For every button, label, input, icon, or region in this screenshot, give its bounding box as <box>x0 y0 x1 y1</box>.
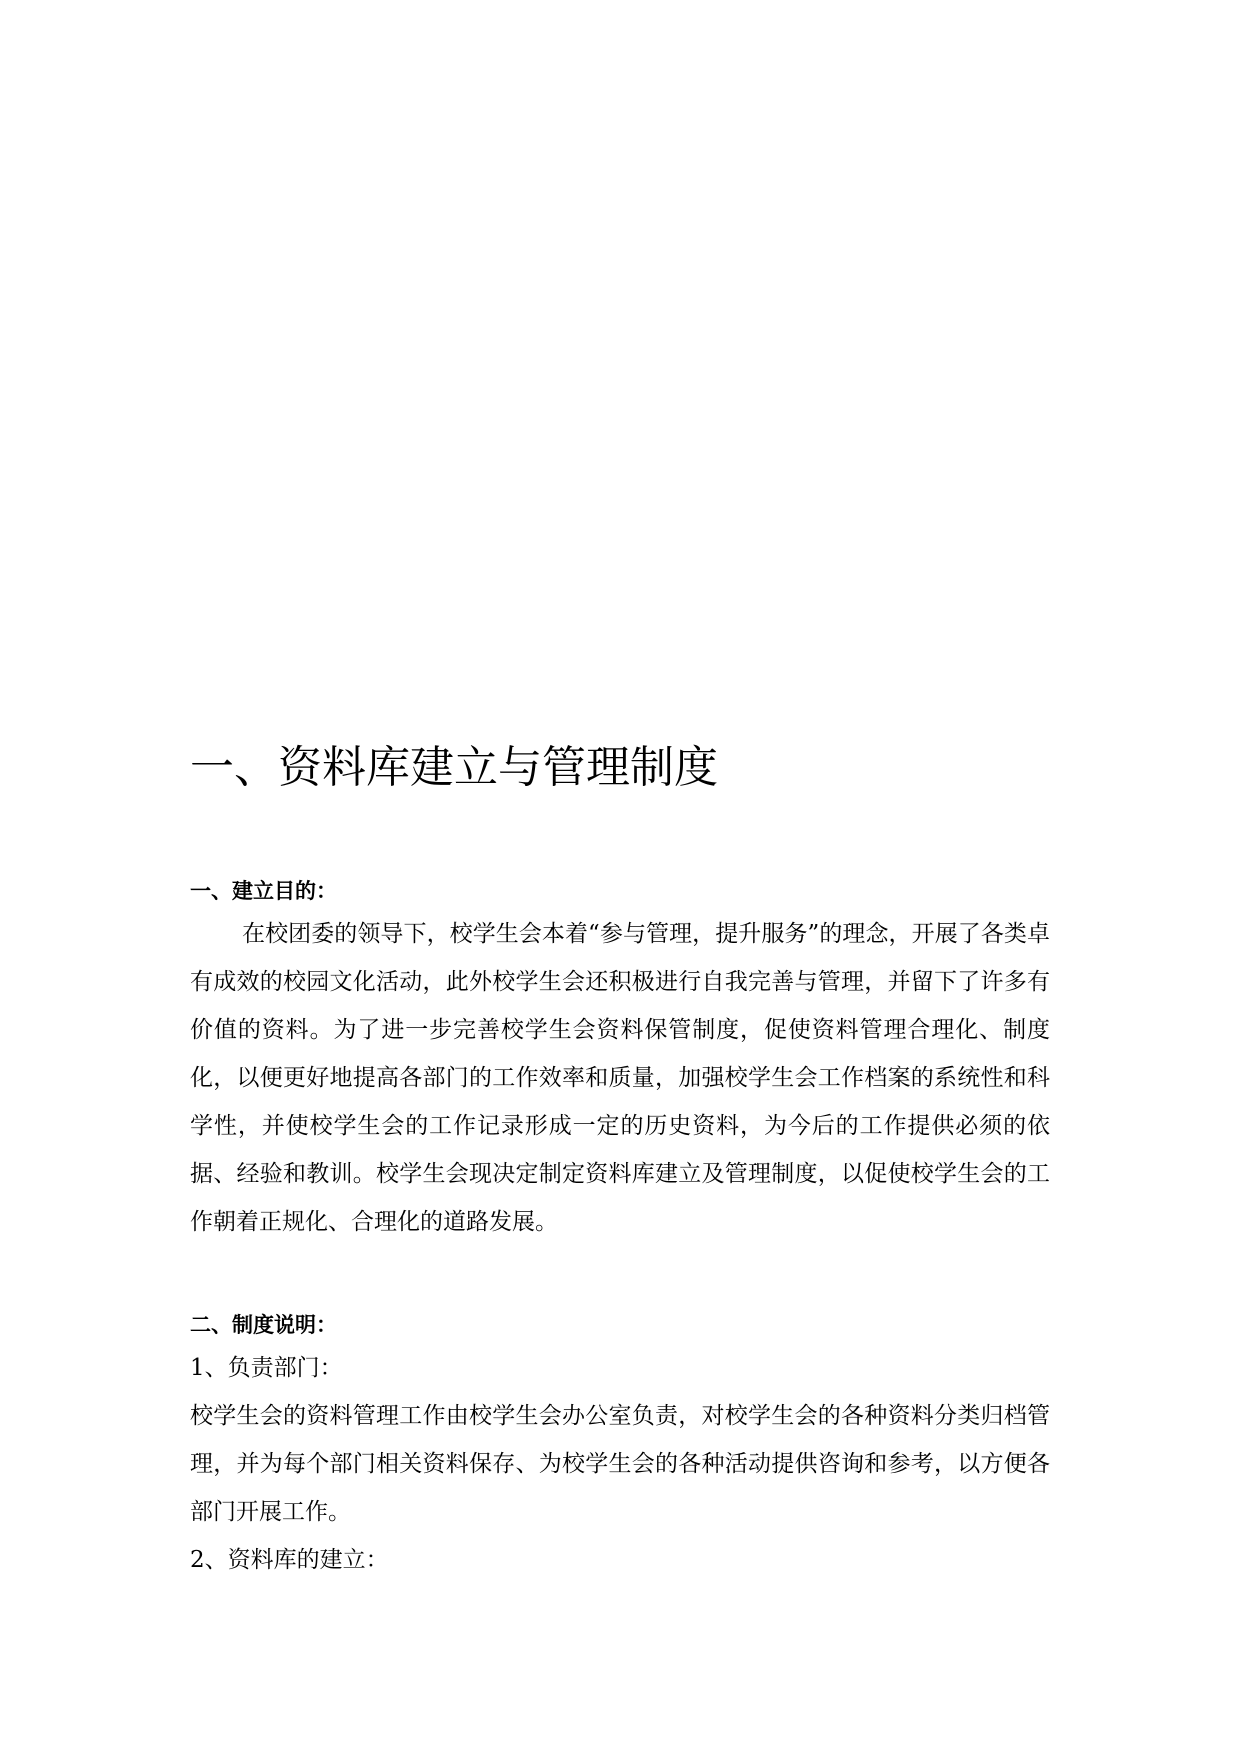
purpose-paragraph: 在校团委的领导下，校学生会本着“参与管理，提升服务”的理念，开展了各类卓有成效的校园文化活动，此外校学生会还积极进行自我完善与管理，并留下了许多有价值的资料。为了进一步完善校学生会资料保管制度，促使资料管理合理化、制度化，以便更好地提高各部门的工作效率和质量，加强校学生会工作档案的系统性和科学性，并使校学生会的工作记录形成一定的历史资料，为今后的工作提供必须的依据、经验和教训。校学生会现决定制定资料库建立及管理制度，以促使校学生会的工作朝着正规化、合理化的道路发展。 <box>190 921 1050 1235</box>
rule-item-responsible-department: 1、负责部门： <box>190 1355 343 1381</box>
section-heading-purpose: 一、建立目的： <box>190 879 337 903</box>
responsible-department-paragraph: 校学生会的资料管理工作由校学生会办公室负责，对校学生会的各种资料分类归档管理，并为每个部门相关资料保存、为校学生会的各种活动提供咨询和参考，以方便各部门开展工作。 <box>190 1403 1050 1525</box>
section-heading-rules: 二、制度说明： <box>190 1313 337 1337</box>
document-title: 一、资料库建立与管理制度 <box>190 742 718 793</box>
rule-item-database-establishment: 2、资料库的建立： <box>190 1547 389 1573</box>
